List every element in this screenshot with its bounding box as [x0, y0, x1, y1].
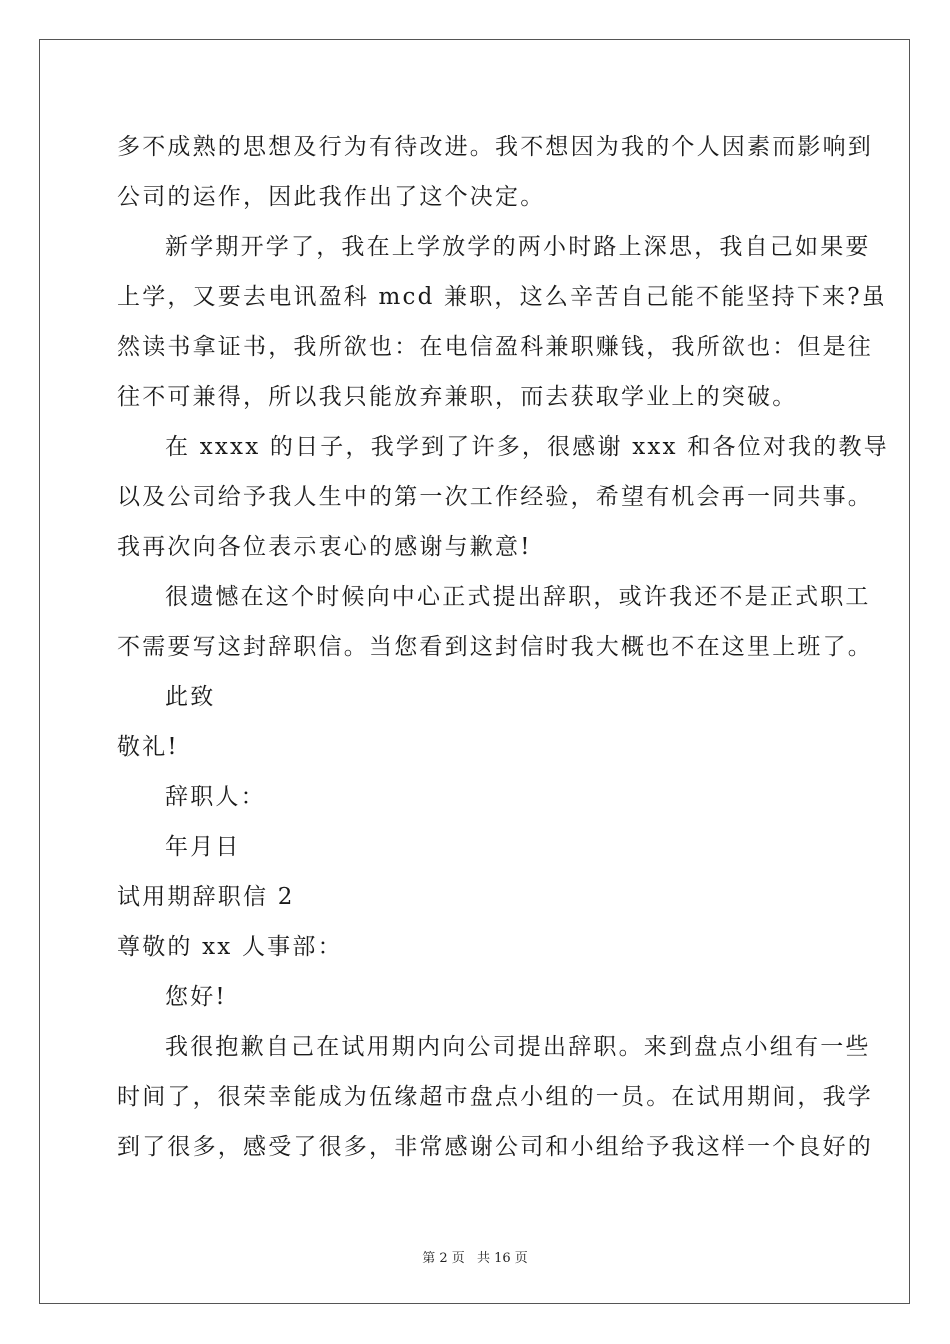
date-line: 年月日 [165, 834, 241, 860]
recipient-line: 尊敬的 xx 人事部： [117, 934, 343, 960]
signature-line: 辞职人： [165, 784, 266, 810]
page-total: 共 16 页 [476, 1251, 528, 1266]
text-line: 上学，又要去电讯盈科 mcd 兼职，这么辛苦自己能不能坚持下来?虽 [117, 284, 887, 310]
text-line: 往不可兼得，所以我只能放弃兼职，而去获取学业上的突破。 [117, 384, 798, 410]
text-line: 然读书拿证书，我所欲也：在电信盈科兼职赚钱，我所欲也：但是往 [117, 334, 873, 360]
text-line: 在 xxxx 的日子，我学到了许多，很感谢 xxx 和各位对我的教导 [165, 434, 889, 460]
text-line: 我很抱歉自己在试用期内向公司提出辞职。来到盘点小组有一些 [165, 1034, 871, 1060]
page-number: 第 2 页 [422, 1251, 465, 1266]
text-line: 时间了，很荣幸能成为伍缘超市盘点小组的一员。在试用期间，我学 [117, 1084, 873, 1110]
text-line: 以及公司给予我人生中的第一次工作经验，希望有机会再一同共事。 [117, 484, 873, 510]
closing-salutation: 此致 [165, 684, 216, 710]
text-line: 不需要写这封辞职信。当您看到这封信时我大概也不在这里上班了。 [117, 634, 873, 660]
closing-regards: 敬礼! [117, 734, 179, 760]
text-line: 新学期开学了，我在上学放学的两小时路上深思，我自己如果要 [165, 234, 871, 260]
text-line: 多不成熟的思想及行为有待改进。我不想因为我的个人因素而影响到 [117, 134, 873, 160]
text-line: 到了很多，感受了很多，非常感谢公司和小组给予我这样一个良好的 [117, 1134, 873, 1160]
greeting-line: 您好! [165, 984, 227, 1010]
text-line: 我再次向各位表示衷心的感谢与歉意! [117, 534, 532, 560]
text-line: 公司的运作，因此我作出了这个决定。 [117, 184, 546, 210]
page-footer [0, 1247, 950, 1266]
text-line: 很遗憾在这个时候向中心正式提出辞职，或许我还不是正式职工 [165, 584, 871, 610]
section-title: 试用期辞职信 2 [117, 884, 295, 910]
